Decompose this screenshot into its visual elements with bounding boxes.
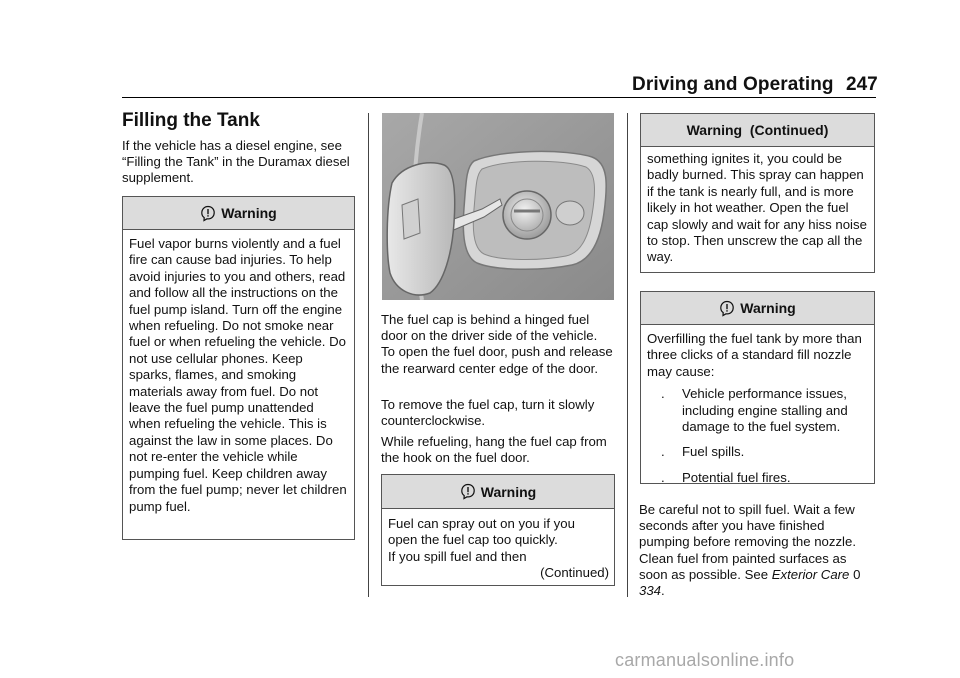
warning-continued-heading: Warning (Continued) [686,122,829,138]
closing-paragraph [639,502,875,599]
column-divider-right [627,113,628,597]
overfill-warning-box [640,291,875,484]
warning-symbol-icon [719,300,735,317]
warning-text: something ignites it, you could be badly burned. This spray can happen if the tank is nearly full, and is more likely in hot weather. Open the fuel cap slowly and wait for any hiss noise to stop. Then unscrew the cap all the way. [647,151,867,265]
warning-text: Fuel vapor burns violently and a fuel fire can cause bad injuries. To help avoid injuries to you and others, read and follow all the instructions on the fuel pump island. Turn off the engine when refueling. Do not smoke near fuel or when refueling the vehicle. Do not use cellular phones. Keep sparks, flames, and smoking materials away from fuel. Do not leave the fuel pump unattended when refueling the vehicle. This is against the law in some places. Do not re-enter the vehicle while pumping fuel. Keep children away from the fuel pump; never let children pump fuel. [129,236,347,514]
list-item [647,444,868,460]
warning-continued-box [640,113,875,273]
column-divider-left [368,113,369,597]
overfill-consequences-list [647,386,868,486]
fuel-cap-removal-paragraph: To remove the fuel cap, turn it slowly counterclockwise. [381,397,595,429]
warning-line-2: open the fuel cap too quickly. [388,532,558,548]
header-rule [122,97,876,98]
list-item [647,470,868,486]
list-item-text: Vehicle performance issues, including engine stalling and damage to the fuel system. [682,386,848,435]
bullet: . [661,469,665,485]
fuel-cap-hook-paragraph: While refueling, hang the fuel cap from the hook on the fuel door. [381,434,607,466]
list-item-text: Fuel spills. [682,444,745,460]
warning-heading: Warning [221,205,277,221]
closing-text: Be careful not to spill fuel. Wait a few seconds after you have finished pumping before removing the nozzle. Clean fuel from painted surfaces as soon as possible. See [639,502,856,582]
warning-header [123,197,354,230]
overfill-intro: Overfilling the fuel tank by more than three clicks of a standard fill nozzle may cause: [647,331,862,379]
warning-continued-header [641,114,874,147]
fuel-door-paragraph: The fuel cap is behind a hinged fuel door on the driver side of the vehicle. To open the fuel door, push and release the rearward center edge of the door. [381,312,613,376]
page-ref-number[interactable]: 334 [639,583,662,599]
list-item-text: Potential fuel fires. [682,469,791,485]
warning-line-3: If you spill fuel and then [388,548,527,564]
bullet: . [661,444,665,460]
warning-header [382,475,614,509]
watermark: carmanualsonline.info [615,650,795,670]
warning-line-1: Fuel can spray out on you if you [388,516,575,531]
page-number: 247 [846,74,878,95]
section-title: Filling the Tank [122,110,260,131]
continued-label: (Continued) [540,565,609,581]
fuel-door-photo [382,113,614,300]
page-ref-symbol: 0 [853,566,861,582]
list-item [647,386,868,435]
warning-symbol-icon [200,205,216,222]
fuel-spray-warning-box [381,474,615,586]
warning-symbol-icon [460,483,476,500]
warning-body [641,325,874,486]
exterior-care-link[interactable]: Exterior Care [771,566,850,582]
bullet: . [661,386,665,402]
warning-body [382,509,614,582]
section-header: Driving and Operating [632,74,834,95]
warning-heading: Warning [480,483,537,500]
warning-body [123,230,354,515]
warning-header [641,292,874,325]
period: . [661,583,665,599]
fuel-vapor-warning-box [122,196,355,540]
diesel-intro-paragraph: If the vehicle has a diesel engine, see “Filling the Tank” in the Duramax diesel supplement. [122,138,350,186]
warning-body [641,147,874,266]
fuel-door-illustration [382,113,614,300]
warning-heading: Warning [740,300,796,316]
